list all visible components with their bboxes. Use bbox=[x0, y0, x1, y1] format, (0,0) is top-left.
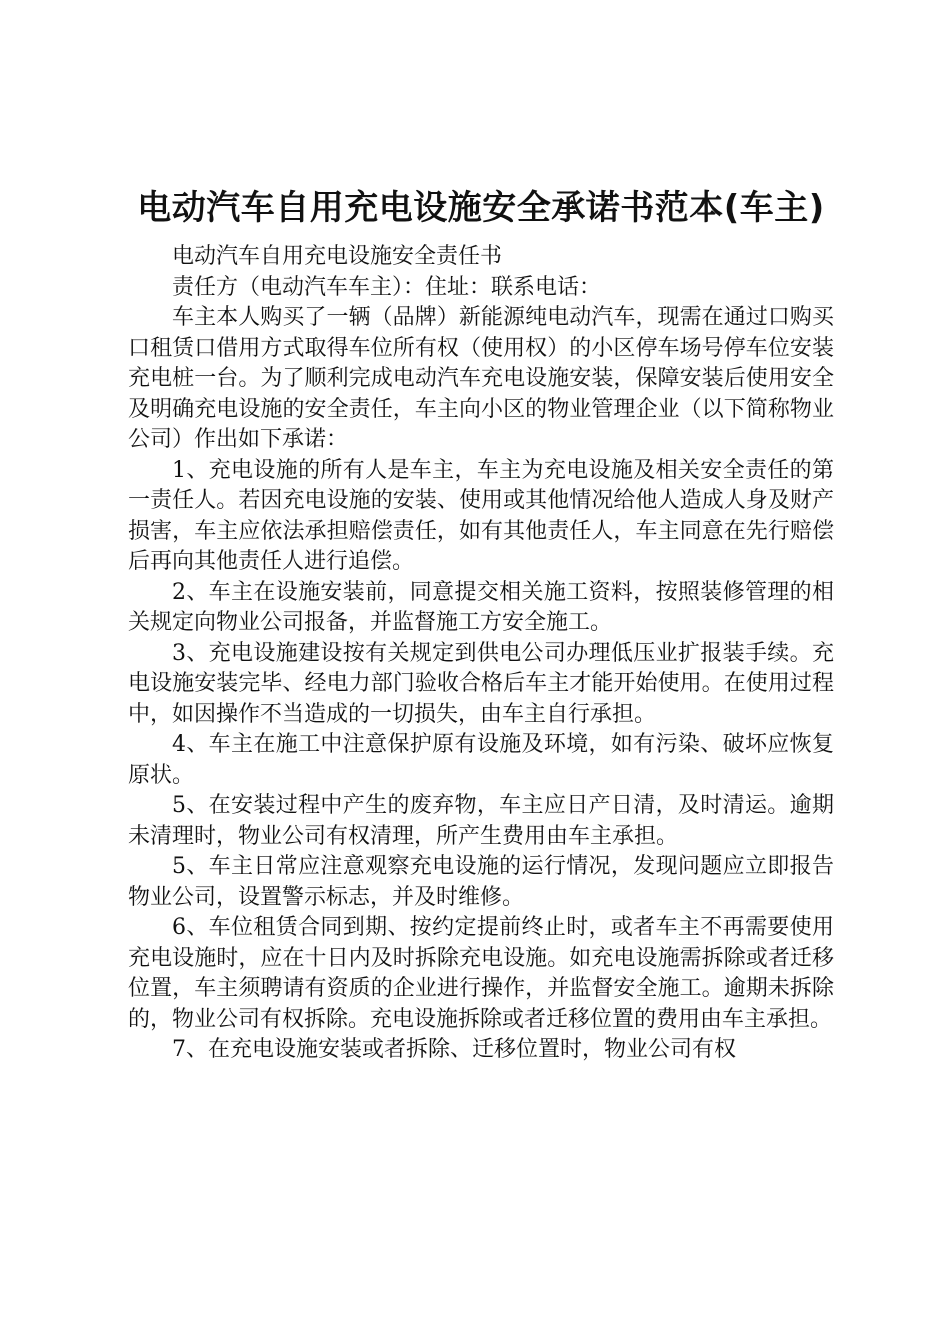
paragraph-clause-5a: 5、在安装过程中产生的废弃物，车主应日产日清，及时清运。逾期未清理时，物业公司有权清理，所产生费用由车主承担。 bbox=[128, 793, 834, 849]
paragraph-clause-2: 2、车主在设施安装前，同意提交相关施工资料，按照装修管理的相关规定向物业公司报备，并监督施工方安全施工。 bbox=[128, 579, 834, 635]
document-page bbox=[128, 182, 834, 1066]
document-title: 电动汽车自用充电设施安全承诺书范本(车主) bbox=[137, 188, 825, 228]
paragraph-subtitle: 电动汽车自用充电设施安全责任书 bbox=[172, 244, 503, 269]
paragraph-clause-1: 1、充电设施的所有人是车主，车主为充电设施及相关安全责任的第一责任人。若因充电设施的安装、使用或其他情况给他人造成人身及财产损害，车主应依法承担赔偿责任，如有其他责任人，车主同意在先行赔偿后再向其他责任人进行追偿。 bbox=[128, 457, 834, 574]
paragraph-clause-3: 3、充电设施建设按有关规定到供电公司办理低压业扩报装手续。充电设施安装完毕、经电力部门验收合格后车主才能开始使用。在使用过程中，如因操作不当造成的一切损失，由车主自行承担。 bbox=[128, 640, 834, 727]
paragraph-party-info: 责任方（电动汽车车主）：住址：联系电话： bbox=[172, 274, 602, 300]
paragraph-clause-4: 4、车主在施工中注意保护原有设施及环境，如有污染、破坏应恢复原状。 bbox=[128, 732, 834, 788]
paragraph-clause-6: 6、车位租赁合同到期、按约定提前终止时，或者车主不再需要使用充电设施时，应在十日内及时拆除充电设施。如充电设施需拆除或者迁移位置，车主须聘请有资质的企业进行操作，并监督安全施工。逾期未拆除的，物业公司有权拆除。充电设施拆除或者迁移位置的费用由车主承担。 bbox=[128, 915, 834, 1032]
paragraph-clause-5b: 5、车主日常应注意观察充电设施的运行情况，发现问题应立即报告物业公司，设置警示标志，并及时维修。 bbox=[128, 854, 834, 910]
paragraph-clause-7: 7、在充电设施安装或者拆除、迁移位置时，物业公司有权 bbox=[172, 1037, 736, 1062]
paragraph-intro: 车主本人购买了一辆（品牌）新能源纯电动汽车，现需在通过口购买口租赁口借用方式取得车位所有权（使用权）的小区停车场号停车位安装充电桩一台。为了顺利完成电动汽车充电设施安装，保障安装后使用安全及明确充电设施的安全责任，车主向小区的物业管理企业（以下简称物业公司）作出如下承诺： bbox=[128, 305, 834, 452]
